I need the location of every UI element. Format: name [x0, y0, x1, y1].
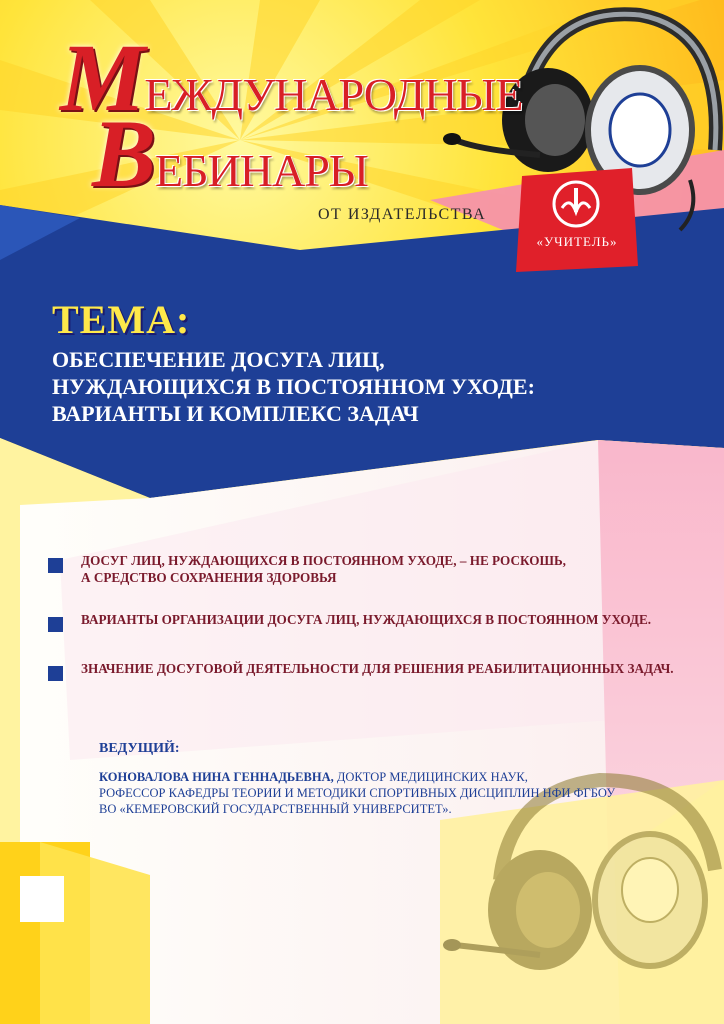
white-square-icon	[20, 876, 64, 922]
topic-text: ВАРИАНТЫ ОРГАНИЗАЦИИ ДОСУГА ЛИЦ, НУЖДАЮЩИХСЯ В ПОСТОЯННОМ УХОДЕ.	[81, 612, 652, 627]
title-word-1: ЕЖДУНАРОДНЫЕ	[144, 69, 523, 120]
title-initial-v: В	[92, 100, 156, 207]
topic-item	[48, 611, 651, 632]
presenter-name: КОНОВАЛОВА НИНА ГЕННАДЬЕВНА,	[99, 770, 334, 784]
publisher-text: ОТ ИЗДАТЕЛЬСТВА	[318, 206, 487, 223]
presenter-position: РОФЕССОР КАФЕДРЫ ТЕОРИИ И МЕТОДИКИ СПОРТИВНЫХ ДИСЦИПЛИН НФИ ФГБОУ	[99, 786, 616, 800]
presenter-info	[99, 769, 615, 817]
theme-line: ВАРИАНТЫ И КОМПЛЕКС ЗАДАЧ	[52, 401, 419, 426]
presenter-university: ВО «КЕМЕРОВСКИЙ ГОСУДАРСТВЕННЫЙ УНИВЕРСИТЕТ».	[99, 802, 452, 816]
bullet-square-icon	[48, 617, 63, 632]
topic-text: ЗНАЧЕНИЕ ДОСУГОВОЙ ДЕЯТЕЛЬНОСТИ ДЛЯ РЕШЕНИЯ РЕАБИЛИТАЦИОННЫХ ЗАДАЧ.	[81, 661, 674, 676]
topic-item	[48, 660, 674, 681]
presenter-label: ВЕДУЩИЙ:	[99, 741, 180, 756]
topic-text: ДОСУГ ЛИЦ, НУЖДАЮЩИХСЯ В ПОСТОЯННОМ УХОДЕ, – НЕ РОСКОШЬ,	[81, 553, 566, 568]
topic-item	[48, 552, 566, 586]
presenter-degree: ДОКТОР МЕДИЦИНСКИХ НАУК,	[333, 770, 528, 784]
theme-text	[52, 346, 652, 427]
theme-line: НУЖДАЮЩИХСЯ В ПОСТОЯННОМ УХОДЕ:	[52, 374, 535, 399]
publisher-logo	[510, 168, 644, 274]
title-initial-m: М	[60, 24, 145, 131]
publisher-logo-text: «УЧИТЕЛЬ»	[536, 234, 618, 249]
title-word-2: ЕБИНАРЫ	[155, 145, 368, 196]
bullet-square-icon	[48, 666, 63, 681]
bullet-square-icon	[48, 558, 63, 573]
title-line-2	[92, 98, 368, 209]
theme-label: ТЕМА:	[52, 297, 191, 342]
theme-line: ОБЕСПЕЧЕНИЕ ДОСУГА ЛИЦ,	[52, 347, 385, 372]
topic-text: А СРЕДСТВО СОХРАНЕНИЯ ЗДОРОВЬЯ	[81, 570, 337, 585]
publisher-logo-icon	[510, 168, 644, 274]
